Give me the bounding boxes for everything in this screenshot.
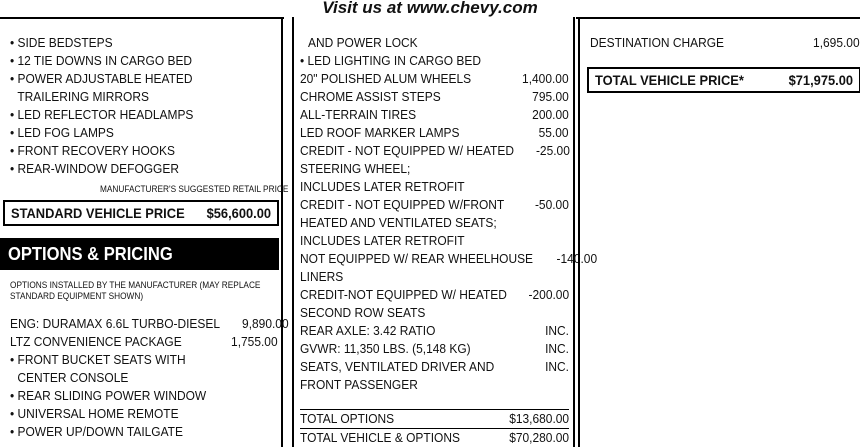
options-totals xyxy=(300,409,569,447)
option-row xyxy=(300,268,569,286)
option-row xyxy=(10,315,289,333)
option-row xyxy=(300,286,569,304)
option-row xyxy=(300,196,569,214)
option-label: CHROME ASSIST STEPS xyxy=(300,89,441,104)
option-label: ALL-TERRAIN TIRES xyxy=(300,107,417,122)
total-options-label: TOTAL OPTIONS xyxy=(300,411,395,426)
option-row xyxy=(300,214,569,232)
website-text: Visit us at www.chevy.com xyxy=(322,0,538,17)
option-row xyxy=(300,358,569,376)
option-price: 9,890.00 xyxy=(242,316,289,331)
package-item: • UNIVERSAL HOME REMOTE xyxy=(10,406,179,421)
feature-item: • 12 TIE DOWNS IN CARGO BED xyxy=(10,53,193,68)
destination-label: DESTINATION CHARGE xyxy=(590,35,725,50)
options-note-line2: STANDARD EQUIPMENT SHOWN) xyxy=(10,291,144,301)
option-price: 1,755.00 xyxy=(231,334,278,349)
option-price: INC. xyxy=(545,341,569,356)
option-row xyxy=(300,70,569,88)
total-vehicle-options-row xyxy=(300,428,569,447)
options-pricing-banner xyxy=(0,238,279,270)
destination-value: 1,695.00 xyxy=(813,35,860,50)
feature-item: • SIDE BEDSTEPS xyxy=(10,35,113,50)
option-row xyxy=(300,124,569,142)
option-label: AND POWER LOCK xyxy=(308,35,418,50)
option-row xyxy=(10,333,278,351)
options-list xyxy=(300,34,598,394)
option-label: • LED LIGHTING IN CARGO BED xyxy=(300,53,481,68)
feature-item: • LED FOG LAMPS xyxy=(10,125,114,140)
option-row xyxy=(300,376,569,394)
option-label: LINERS xyxy=(300,269,344,284)
option-row xyxy=(300,232,569,250)
option-price: 1,400.00 xyxy=(522,71,569,86)
option-row xyxy=(300,160,569,178)
option-row xyxy=(300,322,569,340)
column-totals xyxy=(578,17,860,447)
option-label: CREDIT-NOT EQUIPPED W/ HEATED xyxy=(300,287,507,302)
options-heading: OPTIONS & PRICING xyxy=(8,244,173,264)
total-vehicle-options-value: $70,280.00 xyxy=(509,430,569,445)
option-label: HEATED AND VENTILATED SEATS; xyxy=(300,215,497,230)
total-price-value: $71,975.00 xyxy=(788,72,853,88)
sticker-header xyxy=(0,0,860,18)
option-price: INC. xyxy=(545,359,569,374)
option-label: CREDIT - NOT EQUIPPED W/ HEATED xyxy=(300,143,514,158)
feature-item: • LED REFLECTOR HEADLAMPS xyxy=(10,107,194,122)
feature-item: • POWER ADJUSTABLE HEATED xyxy=(10,71,193,86)
option-price: 795.00 xyxy=(532,89,569,104)
column-options-continued xyxy=(292,17,598,447)
option-label: GVWR: 11,350 LBS. (5,148 KG) xyxy=(300,341,471,356)
option-row xyxy=(300,178,569,196)
total-options-value: $13,680.00 xyxy=(509,411,569,426)
option-label: 20" POLISHED ALUM WHEELS xyxy=(300,71,472,86)
option-row xyxy=(300,250,598,268)
package-item: • POWER UP/DOWN TAILGATE xyxy=(10,424,183,439)
options-note-line1: OPTIONS INSTALLED BY THE MANUFACTURER (MAY REPLACE xyxy=(10,280,261,290)
total-vehicle-price-box xyxy=(587,67,860,93)
option-row xyxy=(300,142,569,160)
option-label: NOT EQUIPPED W/ REAR WHEELHOUSE xyxy=(300,251,534,266)
option-label: FRONT PASSENGER xyxy=(300,377,418,392)
option-label: INCLUDES LATER RETROFIT xyxy=(300,233,465,248)
total-vehicle-options-label: TOTAL VEHICLE & OPTIONS xyxy=(300,430,460,445)
option-price: 200.00 xyxy=(532,107,569,122)
feature-list xyxy=(10,34,278,178)
msrp-note: MANUFACTURER'S SUGGESTED RETAIL PRICE xyxy=(100,184,289,194)
option-row xyxy=(300,106,569,124)
option-label: SECOND ROW SEATS xyxy=(300,305,426,320)
option-label: LTZ CONVENIENCE PACKAGE xyxy=(10,334,182,349)
package-item: • FRONT BUCKET SEATS WITH xyxy=(10,352,186,367)
option-row xyxy=(300,88,569,106)
option-label: CREDIT - NOT EQUIPPED W/FRONT xyxy=(300,197,505,212)
option-row xyxy=(300,304,569,322)
total-options-row xyxy=(300,409,569,428)
priced-options xyxy=(10,315,289,441)
option-label: ENG: DURAMAX 6.6L TURBO-DIESEL xyxy=(10,316,221,331)
option-price: 55.00 xyxy=(539,125,569,140)
option-price: -25.00 xyxy=(535,143,570,158)
standard-price-label: STANDARD VEHICLE PRICE xyxy=(11,205,185,221)
package-item: • REAR SLIDING POWER WINDOW xyxy=(10,388,207,403)
option-label: REAR AXLE: 3.42 RATIO xyxy=(300,323,436,338)
option-row xyxy=(300,340,569,358)
package-item: CENTER CONSOLE xyxy=(17,370,129,385)
feature-item: • REAR-WINDOW DEFOGGER xyxy=(10,161,179,176)
option-row xyxy=(300,34,569,52)
option-label: INCLUDES LATER RETROFIT xyxy=(300,179,465,194)
option-price: -50.00 xyxy=(535,197,569,212)
option-label: LED ROOF MARKER LAMPS xyxy=(300,125,460,140)
destination-charge-row xyxy=(590,34,860,52)
feature-item: • FRONT RECOVERY HOOKS xyxy=(10,143,176,158)
total-price-label: TOTAL VEHICLE PRICE* xyxy=(595,72,744,88)
option-label: STEERING WHEEL; xyxy=(300,161,411,176)
standard-price-value: $56,600.00 xyxy=(206,205,271,221)
option-label: SEATS, VENTILATED DRIVER AND xyxy=(300,359,495,374)
feature-item: TRAILERING MIRRORS xyxy=(17,89,149,104)
column-standard-equipment xyxy=(0,17,289,447)
option-price: INC. xyxy=(545,323,569,338)
option-price: -200.00 xyxy=(528,287,569,302)
option-row xyxy=(300,52,569,70)
option-price: -140.00 xyxy=(556,251,598,266)
standard-vehicle-price-box xyxy=(3,200,279,226)
